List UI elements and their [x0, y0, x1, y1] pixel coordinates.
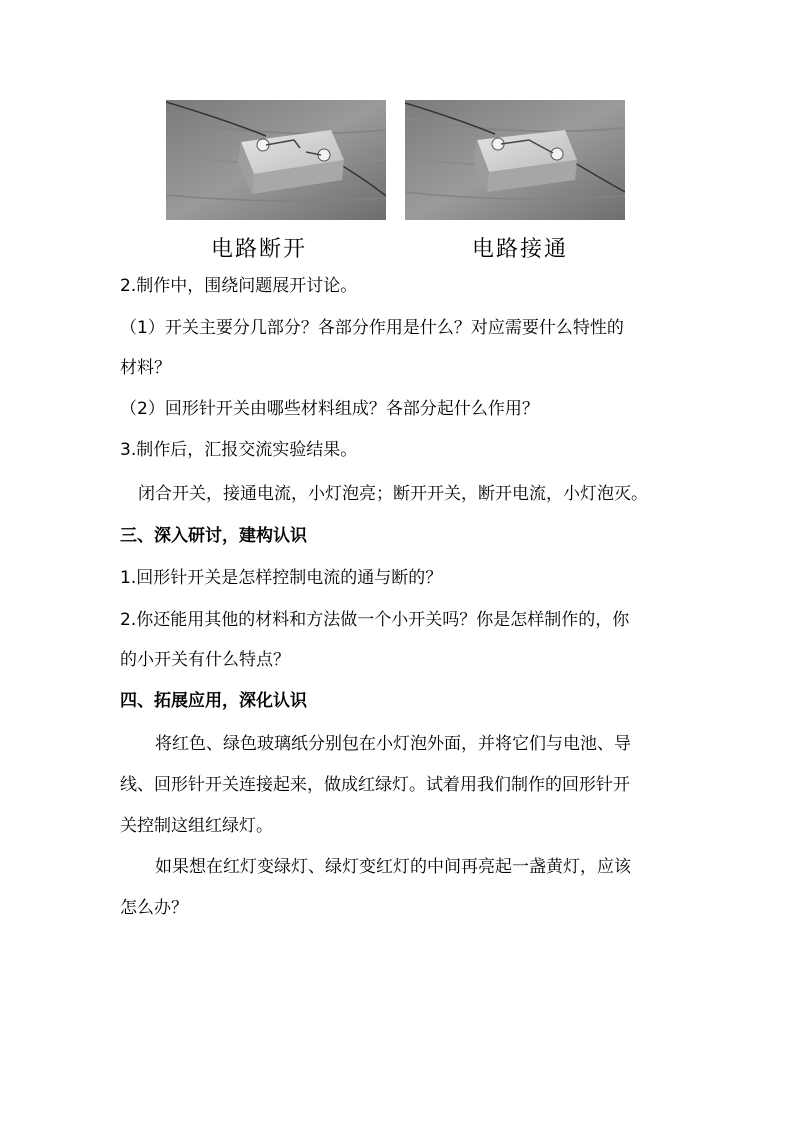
- discussion-question-2-line-1: 2.你还能用其他的材料和方法做一个小开关吗？你是怎样制作的，你: [120, 610, 630, 630]
- switch-closed-photo: [405, 100, 625, 220]
- switch-open-image: [166, 100, 386, 220]
- application-paragraph-line-3: 关控制这组红绿灯。: [120, 816, 273, 836]
- figure-caption-closed: 电路接通: [472, 237, 569, 262]
- question-1-line-2: 材料？: [120, 358, 171, 378]
- application-paragraph-line-2: 线、回形针开关连接起来，做成红绿灯。试着用我们制作的回形针开: [120, 775, 630, 795]
- discussion-question-2-line-2: 的小开关有什么特点？: [120, 650, 290, 670]
- figure-caption-open: 电路断开: [211, 237, 308, 262]
- result-paragraph: 闭合开关，接通电流，小灯泡亮；断开开关，断开电流，小灯泡灭。: [138, 484, 648, 504]
- question-1-line-1: （1）开关主要分几部分？各部分作用是什么？对应需要什么特性的: [120, 318, 624, 338]
- question-2: （2）回形针开关由哪些材料组成？各部分起什么作用？: [120, 399, 539, 419]
- switch-open-photo: [166, 100, 386, 220]
- extension-question-line-2: 怎么办？: [120, 898, 188, 918]
- step-3-heading: 3.制作后，汇报交流实验结果。: [120, 440, 358, 460]
- section-3-heading: 三、深入研讨，建构认识: [120, 526, 307, 546]
- discussion-question-1: 1.回形针开关是怎样控制电流的通与断的？: [120, 568, 443, 588]
- application-paragraph-line-1: 将红色、绿色玻璃纸分别包在小灯泡外面，并将它们与电池、导: [155, 734, 631, 754]
- step-2-heading: 2.制作中，围绕问题展开讨论。: [120, 276, 358, 296]
- section-4-heading: 四、拓展应用，深化认识: [120, 691, 307, 711]
- switch-closed-image: [405, 100, 625, 220]
- extension-question-line-1: 如果想在红灯变绿灯、绿灯变红灯的中间再亮起一盏黄灯，应该: [155, 857, 631, 877]
